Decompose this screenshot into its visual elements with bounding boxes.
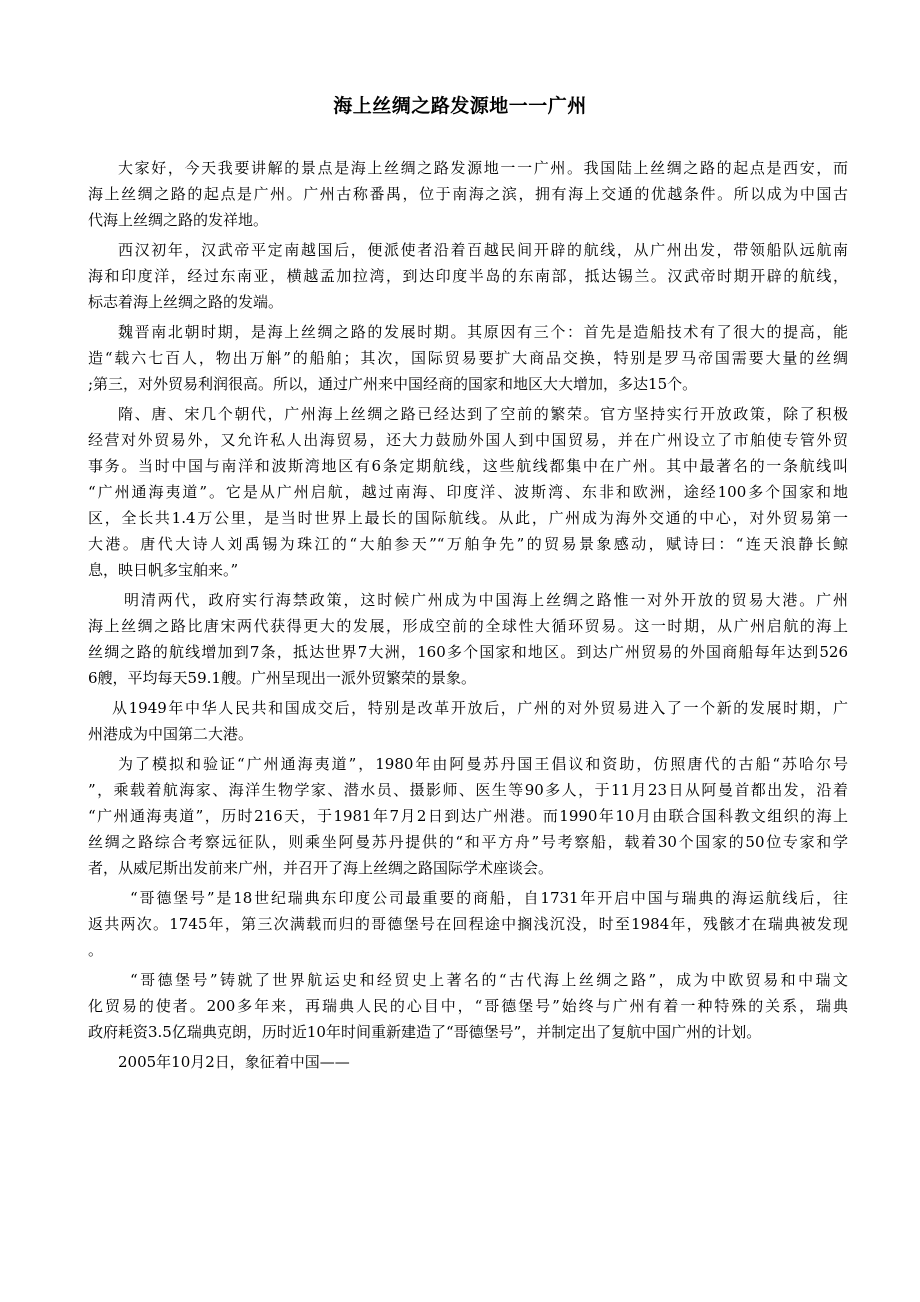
paragraph [88, 155, 848, 237]
paragraph [88, 237, 848, 319]
paragraph [88, 751, 848, 885]
paragraph [88, 401, 848, 587]
paragraph-line: 海上丝绸之路比唐宋两代获得更大的发展，形成空前的全球性大循环贸易。这一时期，从广州启航的海上 [88, 617, 848, 635]
paragraph-line: 为了模拟和验证“广州通海夷道”，1980年由阿曼苏丹国王倡议和资助，仿照唐代的古船“苏哈尔号 [118, 755, 848, 773]
paragraph [88, 885, 848, 967]
article-body [88, 155, 848, 1075]
paragraph-line: 大港。唐代大诗人刘禹锡为珠江的“大舶参天”“万舶争先”的贸易景象感动，赋诗曰：“连天浪静长鲸 [88, 535, 848, 553]
paragraph-line: 西汉初年，汉武帝平定南越国后，便派使者沿着百越民间开辟的航线，从广州出发，带领船队远航南 [118, 241, 848, 259]
paragraph [88, 695, 848, 751]
paragraph-line: “广州通海夷道”。它是从广州启航，越过南海、印度洋、波斯湾、东非和欧洲，途经100多个国家和地 [88, 483, 848, 501]
paragraph-line: 区，全长共1.4万公里，是当时世界上最长的国际航线。从此，广州成为海外交通的中心，对外贸易第一 [88, 509, 848, 527]
paragraph-line: 从1949年中华人民共和国成交后，特别是改革开放后，广州的对外贸易进入了一个新的发展时期，广 [112, 699, 848, 717]
paragraph-line: 经营对外贸易外，又允许私人出海贸易，还大力鼓励外国人到中国贸易，并在广州设立了市舶使专管外贸 [88, 431, 848, 449]
paragraph-line: 化贸易的使者。200多年来，再瑞典人民的心目中，“哥德堡号”始终与广州有着一种特殊的关系，瑞典 [88, 997, 848, 1015]
paragraph-line: 隋、唐、宋几个朝代，广州海上丝绸之路已经达到了空前的繁荣。官方坚持实行开放政策，除了积极 [118, 405, 848, 423]
paragraph-line: “哥德堡号”铸就了世界航运史和经贸史上著名的“古代海上丝绸之路”，成为中欧贸易和中瑞文 [130, 971, 848, 989]
paragraph-line: 者，从威尼斯出发前来广州，并召开了海上丝绸之路国际学术座谈会。 [88, 859, 554, 877]
paragraph-line: 息，映日帆多宝舶来。” [88, 561, 239, 579]
paragraph-line: 造“载六七百人，物出万斛”的船舶；其次，国际贸易要扩大商品交换，特别是罗马帝国需要大量的丝绸 [88, 349, 848, 367]
paragraph-line: 海和印度洋，经过东南亚，横越孟加拉湾，到达印度半岛的东南部，抵达锡兰。汉武帝时期开辟的航线， [88, 267, 848, 285]
paragraph-line: 返共两次。1745年，第三次满载而归的哥德堡号在回程途中搁浅沉没，时至1984年，残骸才在瑞典被发现 [88, 915, 848, 933]
paragraph-line: 事务。当时中国与南洋和波斯湾地区有6条定期航线，这些航线都集中在广州。其中最著名的一条航线叫 [88, 457, 848, 475]
paragraph [88, 967, 848, 1049]
paragraph-line: 丝绸之路综合考察远征队，则乘坐阿曼苏丹提供的“和平方舟”号考察船，载着30个国家的50位专家和学 [88, 833, 848, 851]
paragraph-line: 大家好，今天我要讲解的景点是海上丝绸之路发源地一一广州。我国陆上丝绸之路的起点是西安，而 [118, 159, 848, 177]
paragraph-line: ;第三，对外贸易利润很高。所以，通过广州来中国经商的国家和地区大大增加，多达15个。 [88, 375, 698, 393]
page-title: 海上丝绸之路发源地一一广州 [333, 95, 587, 117]
paragraph-line: 6艘，平均每天59.1艘。广州呈现出一派外贸繁荣的景象。 [88, 669, 476, 687]
paragraph-line: ”，乘载着航海家、海洋生物学家、潜水员、摄影师、医生等90多人，于11月23日从阿曼首都出发，沿着 [88, 781, 848, 799]
paragraph [88, 319, 848, 401]
paragraph-line: 明清两代，政府实行海禁政策，这时候广州成为中国海上丝绸之路惟一对外开放的贸易大港。广州 [124, 591, 848, 609]
paragraph-line: 海上丝绸之路的起点是广州。广州古称番禺，位于南海之滨，拥有海上交通的优越条件。所以成为中国古 [88, 185, 848, 203]
paragraph-line: 标志着海上丝绸之路的发端。 [88, 293, 284, 311]
paragraph-line: 代海上丝绸之路的发祥地。 [88, 211, 269, 229]
paragraph-line: 魏晋南北朝时期，是海上丝绸之路的发展时期。其原因有三个：首先是造船技术有了很大的提高，能 [118, 323, 848, 341]
paragraph-line: 。 [88, 941, 104, 959]
paragraph [88, 1049, 848, 1075]
paragraph-line: 政府耗资3.5亿瑞典克朗，历时近10年时间重新建造了“哥德堡号”，并制定出了复航中国广州的计划。 [88, 1023, 762, 1041]
paragraph-line: 2005年10月2日，象征着中国—— [118, 1053, 350, 1071]
paragraph-line: 州港成为中国第二大港。 [88, 725, 254, 743]
paragraph [88, 587, 848, 695]
paragraph-line: 丝绸之路的航线增加到7条，抵达世界7大洲，160多个国家和地区。到达广州贸易的外国商船每年达到526 [88, 643, 848, 661]
paragraph-line: “哥德堡号”是18世纪瑞典东印度公司最重要的商船，自1731年开启中国与瑞典的海运航线后，往 [130, 889, 848, 907]
paragraph-line: “广州通海夷道”，历时216天，于1981年7月2日到达广州港。而1990年10月由联合国科教文组织的海上 [88, 807, 848, 825]
